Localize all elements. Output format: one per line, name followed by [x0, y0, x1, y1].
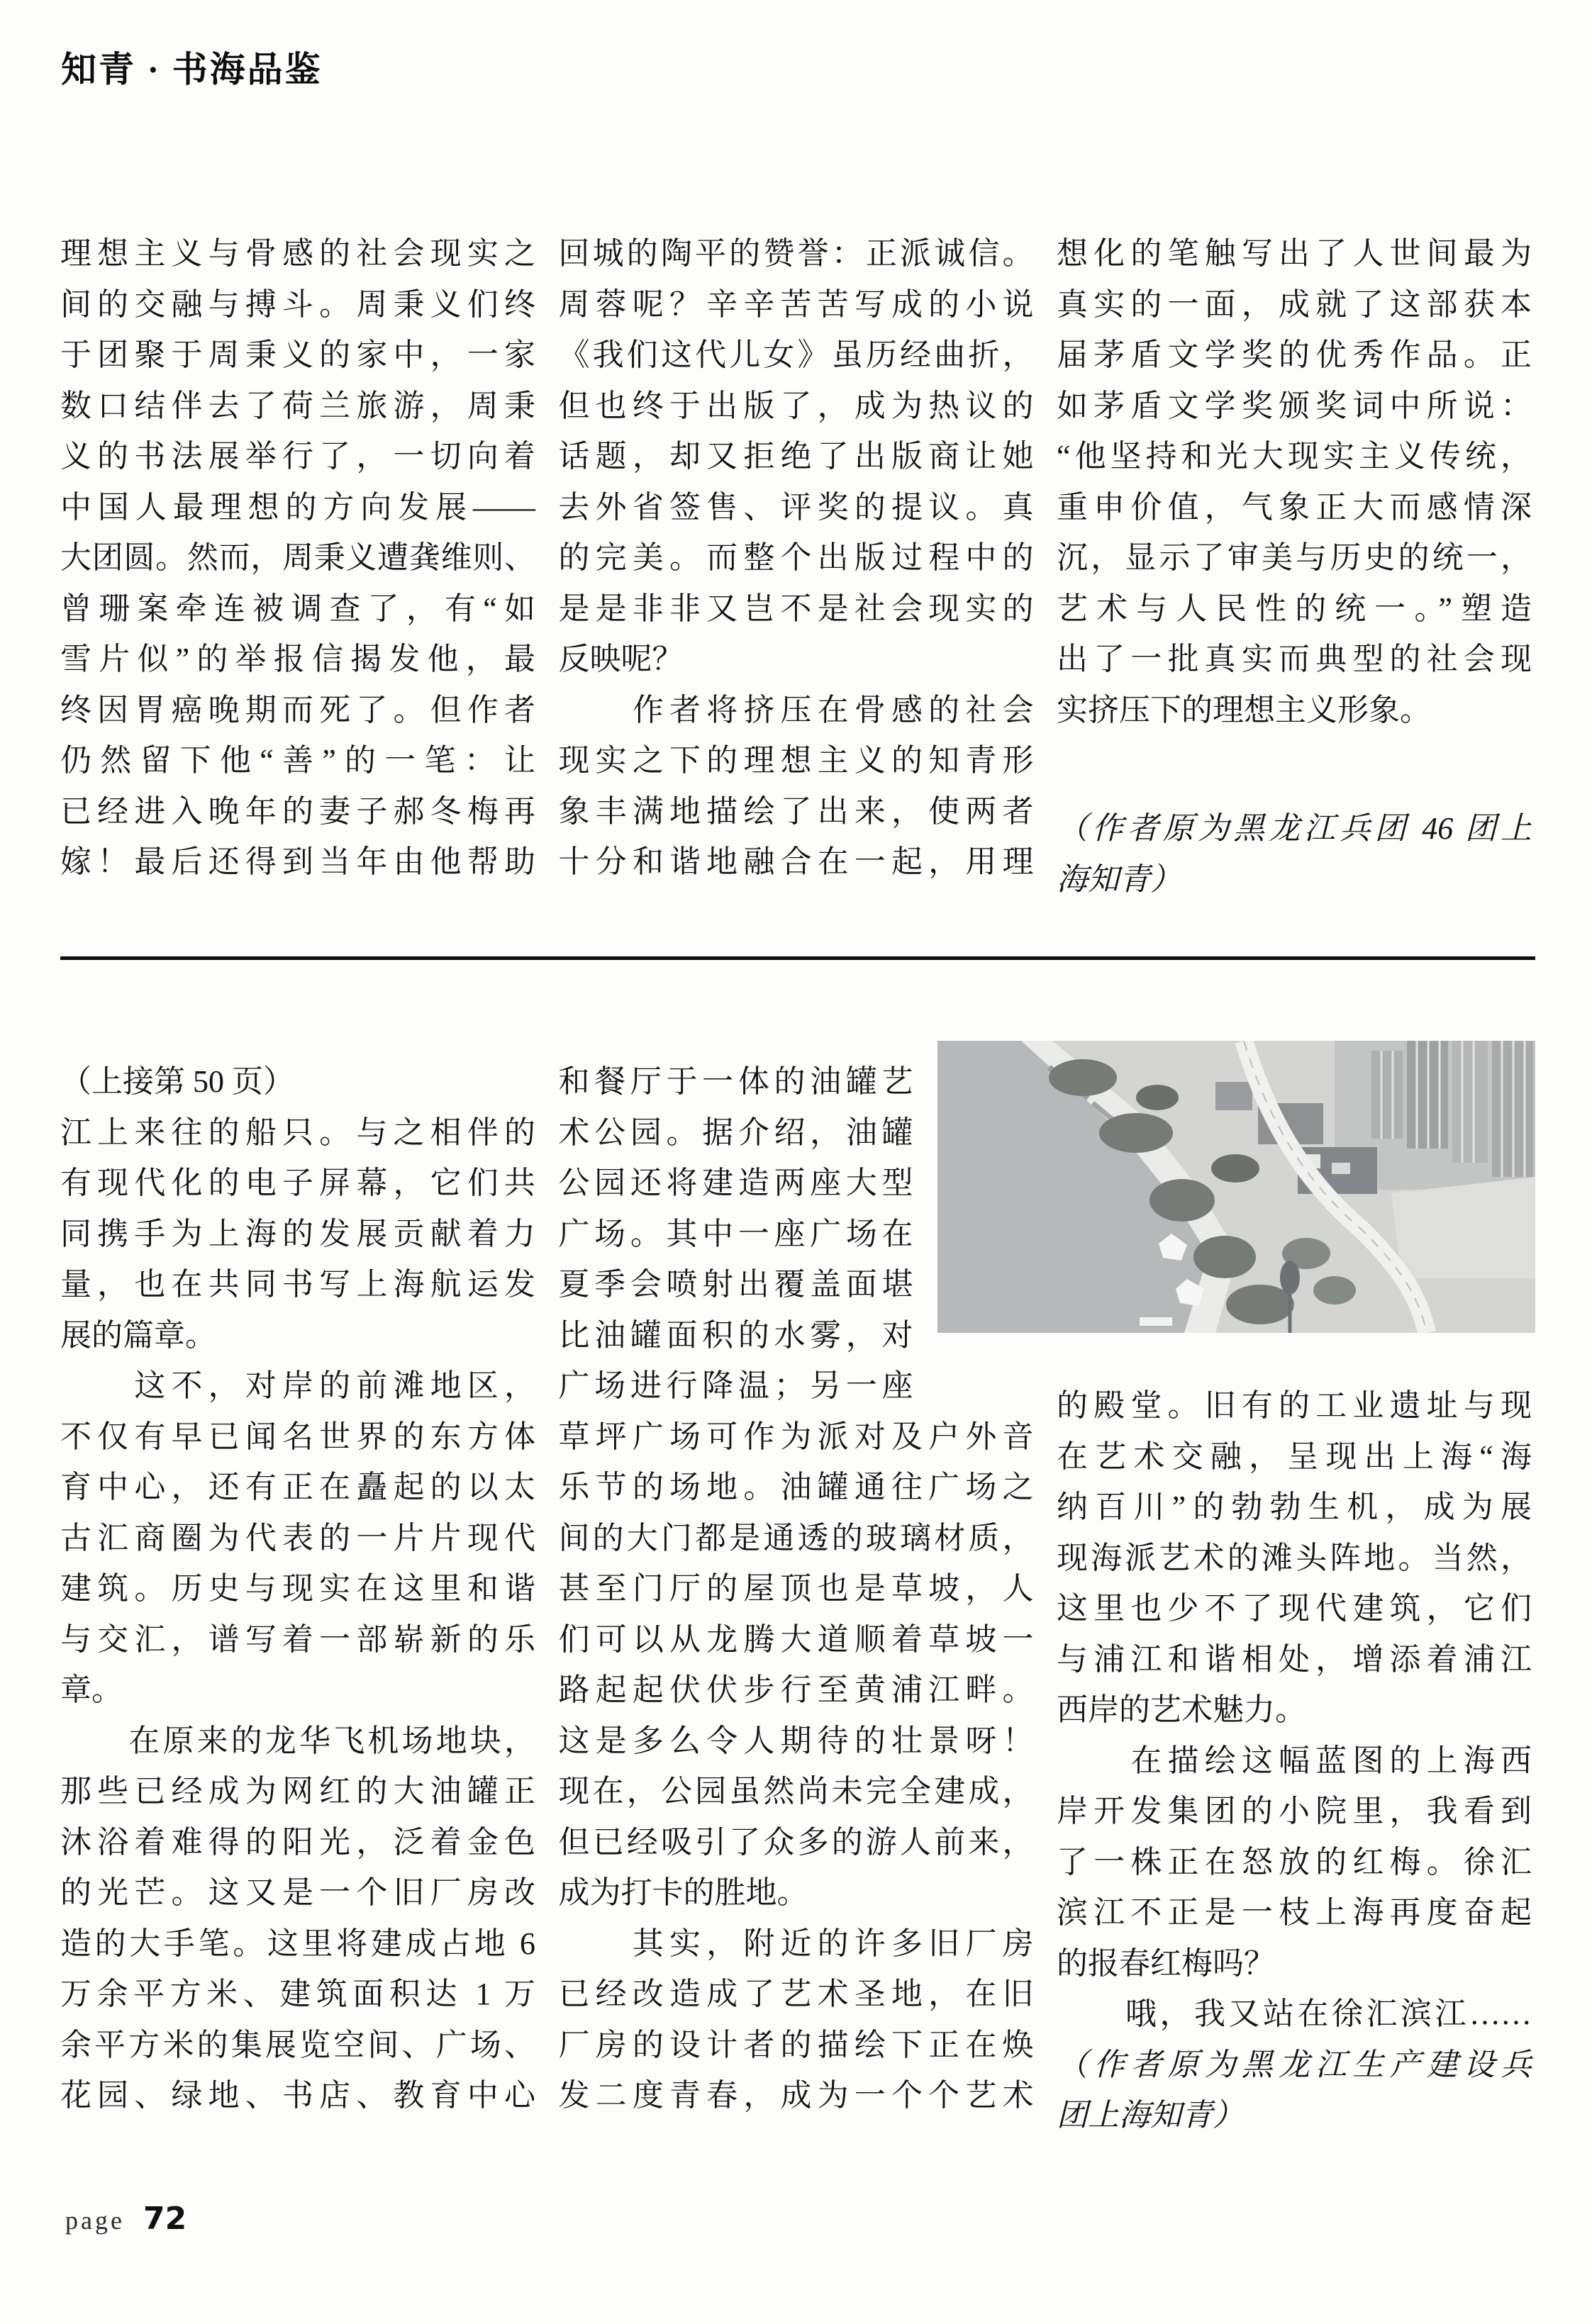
text-line: 的殿堂。旧有的工业遗址与现 — [1057, 1388, 1532, 1423]
text-line: 广场。其中一座广场在 — [558, 1216, 913, 1251]
text-line: 与交汇，谱写着一部崭新的乐 — [60, 1621, 535, 1657]
text-line: 间的交融与搏斗。周秉义们终 — [60, 286, 535, 322]
text-line: 数口结伴去了荷兰旅游，周秉 — [60, 388, 535, 423]
text-line: 话题，却又拒绝了出版商让她 — [558, 439, 1034, 474]
text-line: 是是非非又岂不是社会现实的 — [558, 591, 1034, 626]
text-line: 万余平方米、建筑面积达 1 万 — [60, 1977, 535, 2011]
top-article — [60, 228, 1532, 905]
text-line: 术公园。据介绍，油罐 — [558, 1114, 913, 1150]
text-line: 有现代化的电子屏幕，它们共 — [60, 1166, 535, 1200]
text-line: 不仅有早已闻名世界的东方体 — [60, 1419, 535, 1454]
text-line: 重申价值，气象正大而感情深 — [1057, 489, 1532, 525]
text-line: 在艺术交融，呈现出上海“海 — [1057, 1438, 1532, 1474]
text-line: 出了一批真实而典型的社会现 — [1057, 642, 1532, 676]
text-line: 真实的一面，成就了这部获本 — [1057, 286, 1532, 322]
text-line: 造的大手笔。这里将建成占地 6 — [60, 1926, 535, 1961]
text-line: 公园还将建造两座大型 — [558, 1166, 913, 1200]
text-line: 乐节的场地。油罐通往广场之 — [558, 1470, 1034, 1504]
text-line: 建筑。历史与现实在这里和谐 — [60, 1571, 535, 1606]
text-line: 团上海知青） — [1057, 2098, 1244, 2133]
text-line: 终因胃癌晚期而死了。但作者 — [60, 692, 535, 727]
text-line: （作者原为黑龙江兵团 46 团上 — [1057, 811, 1532, 846]
text-line: 雪片似”的举报信揭发他，最 — [60, 642, 535, 676]
text-line: 沉，显示了审美与历史的统一， — [1057, 540, 1532, 575]
section-divider-rule — [60, 956, 1535, 960]
page-header-title: 知青 · 书海品鉴 — [61, 50, 323, 89]
text-line: 与浦江和谐相处，增添着浦江 — [1057, 1641, 1532, 1677]
text-line: 实挤压下的理想主义形象。 — [1057, 692, 1431, 727]
text-line: 中国人最理想的方向发展—— — [60, 489, 535, 525]
text-line: 岸开发集团的小院里，我看到 — [1057, 1794, 1532, 1828]
text-line: 但已经吸引了众多的游人前来， — [558, 1824, 1034, 1860]
text-line: 这不，对岸的前滩地区， — [60, 1368, 535, 1403]
text-line: 回城的陶平的赞誉：正派诚信。 — [558, 236, 1034, 271]
text-line: 甚至门厅的屋顶也是草坡，人 — [558, 1571, 1034, 1606]
top-article-column-1 — [60, 228, 535, 905]
text-line: 届茅盾文学奖的优秀作品。正 — [1057, 337, 1532, 372]
text-line: 已经进入晚年的妻子郝冬梅再 — [60, 793, 535, 829]
text-line: 其实，附近的许多旧厂房 — [558, 1926, 1034, 1961]
text-line: 作者将挤压在骨感的社会 — [558, 692, 1034, 727]
text-line: 纳百川”的勃勃生机，成为展 — [1057, 1490, 1532, 1524]
text-line: 和餐厅于一体的油罐艺 — [558, 1064, 913, 1099]
text-line: 大团圆。然而，周秉义遭龚维则、 — [60, 540, 535, 575]
text-line: 反映呢？ — [558, 642, 684, 676]
text-line: 的完美。而整个出版过程中的 — [558, 540, 1034, 575]
text-line: 比油罐面积的水雾，对 — [558, 1317, 913, 1353]
text-line: 余平方米的集展览空间、广场、 — [60, 2027, 535, 2062]
text-line: 如茅盾文学奖颁奖词中所说： — [1057, 388, 1532, 423]
text-line: 曾珊案牵连被调查了，有“如 — [60, 591, 535, 626]
text-line: 在原来的龙华飞机场地块， — [60, 1723, 535, 1758]
bottom-article-column-1 — [60, 1056, 535, 2141]
text-line: 仍然留下他“善”的一笔：让 — [60, 743, 535, 778]
text-line: 发二度青春，成为一个个艺术 — [558, 2078, 1034, 2113]
page-number: 72 — [143, 2201, 187, 2237]
text-line: 但也终于出版了，成为热议的 — [558, 388, 1034, 423]
riverside-aerial-photo-graphic — [937, 1041, 1535, 1333]
text-line: 滨江不正是一枝上海再度奋起 — [1057, 1895, 1532, 1930]
text-line: 那些已经成为网红的大油罐正 — [60, 1774, 535, 1809]
top-article-column-3 — [1057, 228, 1532, 905]
text-line: 嫁！最后还得到当年由他帮助 — [60, 844, 535, 879]
text-line: 周蓉呢？辛辛苦苦写成的小说 — [558, 286, 1034, 322]
text-line: 义的书法展举行了，一切向着 — [60, 439, 535, 474]
text-line: 展的篇章。 — [60, 1317, 216, 1353]
text-line: 厂房的设计者的描绘下正在焕 — [558, 2027, 1034, 2062]
text-line: （上接第 50 页） — [60, 1064, 294, 1099]
bottom-article-column-2-full — [559, 1412, 1034, 2121]
text-line: 西岸的艺术魅力。 — [1057, 1692, 1306, 1727]
text-line: 江上来往的船只。与之相伴的 — [60, 1114, 535, 1150]
text-line: 《我们这代儿女》虽历经曲折， — [558, 337, 1034, 372]
top-article-column-2 — [559, 228, 1034, 905]
text-line: “他坚持和光大现实主义传统， — [1057, 439, 1532, 474]
text-line: （作者原为黑龙江生产建设兵 — [1057, 2047, 1532, 2082]
text-line: 海知青） — [1057, 861, 1181, 897]
top-article-column-3-body — [1057, 228, 1532, 735]
top-article-attribution — [1057, 803, 1532, 905]
text-line: 这里也少不了现代建筑，它们 — [1057, 1591, 1532, 1626]
text-line: 们可以从龙腾大道顺着草坡一 — [558, 1621, 1034, 1657]
text-line: 现在，公园虽然尚未完全建成， — [558, 1774, 1034, 1809]
text-line: 草坪广场可作为派对及户外音 — [558, 1419, 1034, 1454]
text-line: 理想主义与骨感的社会现实之 — [60, 236, 535, 271]
page-footer — [65, 2201, 187, 2237]
text-line: 章。 — [60, 1672, 123, 1707]
text-line: 艺术与人民性的统一。”塑造 — [1057, 591, 1532, 626]
text-line: 去外省签售、评奖的提议。真 — [558, 489, 1034, 525]
photo-boat — [1140, 1317, 1172, 1326]
text-line: 育中心，还有正在矗起的以太 — [60, 1470, 535, 1504]
text-line: 现海派艺术的滩头阵地。当然， — [1057, 1540, 1532, 1575]
riverside-aerial-photo — [937, 1041, 1535, 1333]
text-line: 路起起伏伏步行至黄浦江畔。 — [558, 1672, 1034, 1707]
text-line: 花园、绿地、书店、教育中心 — [60, 2078, 535, 2113]
text-line: 的报春红梅吗？ — [1057, 1945, 1275, 1981]
text-line: 这是多么令人期待的壮景呀！ — [558, 1723, 1034, 1758]
text-line: 于团聚于周秉义的家中，一家 — [60, 337, 535, 372]
bottom-article-column-2-narrow — [559, 1056, 913, 1412]
text-line: 成为打卡的胜地。 — [558, 1875, 808, 1910]
photo-open-field — [1391, 1177, 1535, 1278]
text-line: 在描绘这幅蓝图的上海西 — [1057, 1743, 1532, 1778]
text-line: 夏季会喷射出覆盖面堪 — [558, 1267, 913, 1302]
text-line: 哦，我又站在徐汇滨江…… — [1057, 1996, 1532, 2031]
text-line: 象丰满地描绘了出来，使两者 — [558, 793, 1034, 829]
text-line: 同携手为上海的发展贡献着力 — [60, 1216, 535, 1251]
bottom-article-attribution — [1057, 2040, 1532, 2141]
bottom-article-column-3-body — [1057, 1380, 1532, 2040]
text-line: 想化的笔触写出了人世间最为 — [1057, 236, 1532, 271]
text-line: 已经改造成了艺术圣地，在旧 — [558, 1977, 1034, 2011]
text-line: 沐浴着难得的阳光，泛着金色 — [60, 1824, 535, 1860]
text-line: 的光芒。这又是一个旧厂房改 — [60, 1875, 535, 1910]
text-line: 古汇商圈为代表的一片片现代 — [60, 1520, 535, 1555]
text-line: 广场进行降温；另一座 — [558, 1368, 913, 1403]
text-line: 间的大门都是通透的玻璃材质， — [558, 1520, 1034, 1555]
page-footer-label: page — [65, 2206, 125, 2235]
text-line: 了一株正在怒放的红梅。徐汇 — [1057, 1844, 1532, 1879]
text-line: 十分和谐地融合在一起，用理 — [558, 844, 1034, 879]
text-line: 量，也在共同书写上海航运发 — [60, 1267, 535, 1302]
text-line: 现实之下的理想主义的知青形 — [558, 743, 1034, 778]
